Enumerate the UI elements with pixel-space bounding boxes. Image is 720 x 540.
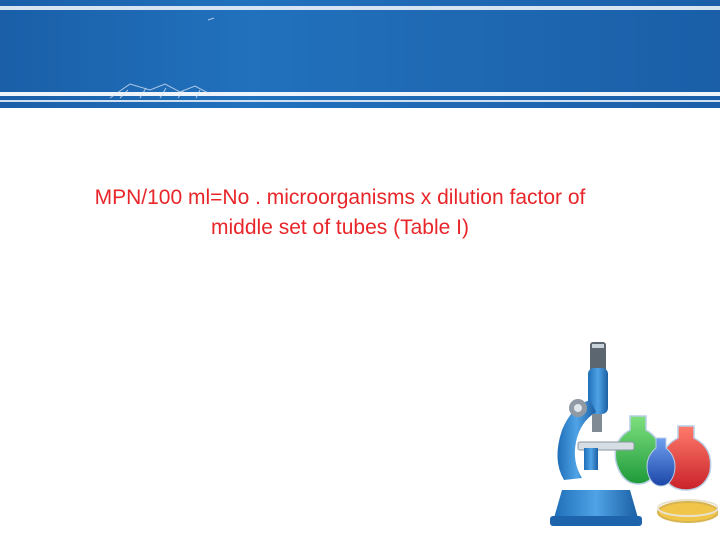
mpn-formula-text <box>20 183 660 243</box>
formula-line-1: MPN/100 ml=No . microorganisms x dilution factor of <box>94 186 586 209</box>
lab-glassware-outline-icon <box>0 0 720 108</box>
petri-dish <box>658 502 718 522</box>
microscope-lab-icon <box>538 330 718 535</box>
formula-line-2: middle set of tubes (Table I) <box>211 216 469 239</box>
